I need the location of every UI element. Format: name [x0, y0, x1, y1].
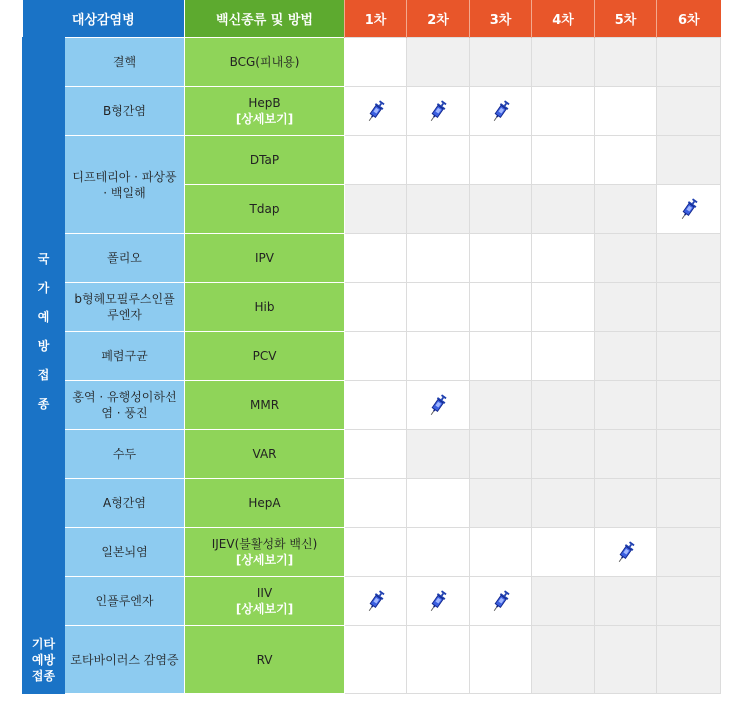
- dose-2-cell: [407, 332, 470, 381]
- dose-3-cell: [470, 234, 532, 283]
- dose-6-cell: [657, 577, 721, 626]
- dose-4-cell: [532, 528, 595, 577]
- disease-cell: [65, 479, 185, 528]
- vaccine-cell: [185, 577, 345, 626]
- dose-1-cell: [345, 283, 407, 332]
- header-row: [23, 0, 721, 38]
- dose-3-cell: [470, 626, 532, 694]
- header-dose-6: 6차: [657, 0, 721, 38]
- table-row: [23, 577, 721, 626]
- disease-cell: [65, 430, 185, 479]
- vaccine-name: VAR: [252, 447, 277, 461]
- syringe-icon: [427, 98, 449, 124]
- dose-6-cell: [657, 136, 721, 185]
- disease-name: 폴리오: [107, 251, 142, 265]
- dose-3-cell: [470, 479, 532, 528]
- vaccine-name: PCV: [252, 349, 277, 363]
- detail-link[interactable]: [상세보기]: [235, 112, 294, 126]
- dose-1-cell: [345, 136, 407, 185]
- disease-name: 디프테리아 · 파상풍 · 백일해: [72, 169, 177, 200]
- dose-1-cell: [345, 528, 407, 577]
- group-national-char: 예: [37, 309, 50, 324]
- dose-4-cell: [532, 136, 595, 185]
- group-other-label: 기타 예방 접종: [31, 636, 56, 683]
- disease-name: 결핵: [112, 55, 137, 69]
- dose-3-cell: [470, 332, 532, 381]
- vaccine-cell: [185, 430, 345, 479]
- dose-6-cell: [657, 185, 721, 234]
- dose-2-cell: [407, 185, 470, 234]
- group-national-char: 접: [37, 367, 50, 382]
- group-national-char: 국: [37, 251, 50, 266]
- disease-name: 인플루엔자: [95, 594, 154, 608]
- disease-cell: [65, 234, 185, 283]
- dose-1-cell: [345, 185, 407, 234]
- disease-cell: [65, 332, 185, 381]
- dose-2-cell: [407, 87, 470, 136]
- detail-link[interactable]: [상세보기]: [235, 553, 294, 567]
- dose-3-cell: [470, 283, 532, 332]
- dose-3-cell: [470, 430, 532, 479]
- dose-3-cell: [470, 136, 532, 185]
- table-row: [23, 136, 721, 185]
- group-national: [23, 38, 65, 626]
- dose-4-cell: [532, 577, 595, 626]
- vaccine-cell: [185, 136, 345, 185]
- dose-5-cell: [595, 87, 657, 136]
- vaccine-cell: [185, 283, 345, 332]
- syringe-icon: [615, 539, 637, 565]
- dose-5-cell: [595, 136, 657, 185]
- table-row: [23, 38, 721, 87]
- dose-3-cell: [470, 577, 532, 626]
- dose-2-cell: [407, 136, 470, 185]
- vaccine-name: IJEV(불활성화 백신): [211, 537, 318, 551]
- vaccine-name: RV: [256, 652, 273, 667]
- dose-2-cell: [407, 283, 470, 332]
- disease-cell: [65, 381, 185, 430]
- dose-1-cell: [345, 38, 407, 87]
- group-national-char: 방: [37, 338, 50, 353]
- syringe-icon: [490, 588, 512, 614]
- vaccine-cell: [185, 528, 345, 577]
- dose-4-cell: [532, 234, 595, 283]
- dose-2-cell: [407, 234, 470, 283]
- vaccination-schedule: [22, 0, 720, 700]
- dose-5-cell: [595, 479, 657, 528]
- table-row: [23, 234, 721, 283]
- detail-link[interactable]: [상세보기]: [235, 602, 294, 616]
- group-national-char: 종: [37, 396, 50, 411]
- disease-name: B형간염: [103, 104, 147, 118]
- dose-5-cell: [595, 528, 657, 577]
- syringe-icon: [427, 588, 449, 614]
- table-row: [23, 430, 721, 479]
- dose-2-cell: [407, 626, 470, 694]
- disease-cell: [65, 283, 185, 332]
- dose-6-cell: [657, 528, 721, 577]
- table-row: [23, 332, 721, 381]
- dose-5-cell: [595, 332, 657, 381]
- vaccine-name: DTaP: [249, 153, 280, 167]
- syringe-icon: [365, 588, 387, 614]
- dose-5-cell: [595, 577, 657, 626]
- vaccine-cell: [185, 381, 345, 430]
- header-vaccine: 백신종류 및 방법: [185, 0, 345, 38]
- disease-name: 수두: [112, 447, 137, 461]
- dose-6-cell: [657, 234, 721, 283]
- dose-1-cell: [345, 479, 407, 528]
- table-row: [23, 479, 721, 528]
- header-disease: 대상감염병: [23, 0, 185, 38]
- dose-6-cell: [657, 626, 721, 694]
- header-dose-2: 2차: [407, 0, 470, 38]
- dose-1-cell: [345, 234, 407, 283]
- dose-1-cell: [345, 332, 407, 381]
- dose-2-cell: [407, 479, 470, 528]
- disease-name: b형헤모필루스인플루엔자: [74, 292, 175, 322]
- vaccine-cell: [185, 234, 345, 283]
- dose-3-cell: [470, 185, 532, 234]
- disease-cell: [65, 626, 185, 694]
- dose-1-cell: [345, 381, 407, 430]
- dose-5-cell: [595, 234, 657, 283]
- disease-cell: [65, 136, 185, 234]
- syringe-icon: [427, 392, 449, 418]
- vaccine-cell: [185, 185, 345, 234]
- table-row: [23, 626, 721, 694]
- disease-name: 폐렴구균: [101, 349, 148, 363]
- vaccine-cell: [185, 87, 345, 136]
- disease-cell: [65, 38, 185, 87]
- dose-1-cell: [345, 577, 407, 626]
- vaccine-cell: [185, 332, 345, 381]
- vaccine-cell: [185, 38, 345, 87]
- dose-1-cell: [345, 626, 407, 694]
- dose-5-cell: [595, 626, 657, 694]
- header-dose-3: 3차: [470, 0, 532, 38]
- disease-name: 일본뇌염: [101, 545, 148, 559]
- disease-name: A형간염: [103, 496, 146, 510]
- group-national-char: 가: [37, 280, 50, 295]
- dose-4-cell: [532, 87, 595, 136]
- group-other: [23, 626, 65, 694]
- vaccine-name: MMR: [249, 398, 280, 412]
- dose-4-cell: [532, 479, 595, 528]
- vaccine-name: IPV: [255, 251, 274, 265]
- vaccine-cell: [185, 479, 345, 528]
- syringe-icon: [365, 98, 387, 124]
- vaccine-name: HepA: [248, 496, 281, 510]
- header-dose-1: 1차: [345, 0, 407, 38]
- dose-2-cell: [407, 430, 470, 479]
- dose-2-cell: [407, 528, 470, 577]
- header-dose-5: 5차: [595, 0, 657, 38]
- schedule-table: [22, 0, 721, 694]
- dose-4-cell: [532, 381, 595, 430]
- dose-6-cell: [657, 332, 721, 381]
- table-row: [23, 528, 721, 577]
- disease-name: 로타바이러스 감염증: [70, 652, 179, 667]
- dose-4-cell: [532, 626, 595, 694]
- dose-2-cell: [407, 38, 470, 87]
- dose-4-cell: [532, 185, 595, 234]
- dose-5-cell: [595, 430, 657, 479]
- dose-6-cell: [657, 381, 721, 430]
- dose-3-cell: [470, 87, 532, 136]
- dose-1-cell: [345, 430, 407, 479]
- dose-1-cell: [345, 87, 407, 136]
- dose-5-cell: [595, 381, 657, 430]
- dose-2-cell: [407, 577, 470, 626]
- dose-6-cell: [657, 87, 721, 136]
- dose-4-cell: [532, 283, 595, 332]
- vaccine-name: BCG(피내용): [229, 55, 300, 69]
- vaccine-name: IIV: [256, 586, 273, 600]
- dose-3-cell: [470, 381, 532, 430]
- dose-2-cell: [407, 381, 470, 430]
- disease-cell: [65, 577, 185, 626]
- dose-5-cell: [595, 38, 657, 87]
- dose-6-cell: [657, 430, 721, 479]
- dose-6-cell: [657, 283, 721, 332]
- disease-cell: [65, 87, 185, 136]
- dose-3-cell: [470, 38, 532, 87]
- disease-name: 홍역 · 유행성이하선염 · 풍진: [72, 390, 177, 420]
- disease-cell: [65, 528, 185, 577]
- dose-5-cell: [595, 283, 657, 332]
- syringe-icon: [678, 196, 700, 222]
- table-row: [23, 381, 721, 430]
- vaccine-name: Tdap: [249, 202, 280, 216]
- table-row: [23, 283, 721, 332]
- dose-4-cell: [532, 430, 595, 479]
- dose-6-cell: [657, 38, 721, 87]
- dose-3-cell: [470, 528, 532, 577]
- syringe-icon: [490, 98, 512, 124]
- vaccine-cell: [185, 626, 345, 694]
- dose-6-cell: [657, 479, 721, 528]
- vaccine-name: Hib: [254, 300, 275, 314]
- header-dose-4: 4차: [532, 0, 595, 38]
- dose-4-cell: [532, 332, 595, 381]
- vaccine-name: HepB: [248, 96, 281, 110]
- group-national-label: [23, 245, 64, 419]
- dose-5-cell: [595, 185, 657, 234]
- table-row: [23, 87, 721, 136]
- dose-4-cell: [532, 38, 595, 87]
